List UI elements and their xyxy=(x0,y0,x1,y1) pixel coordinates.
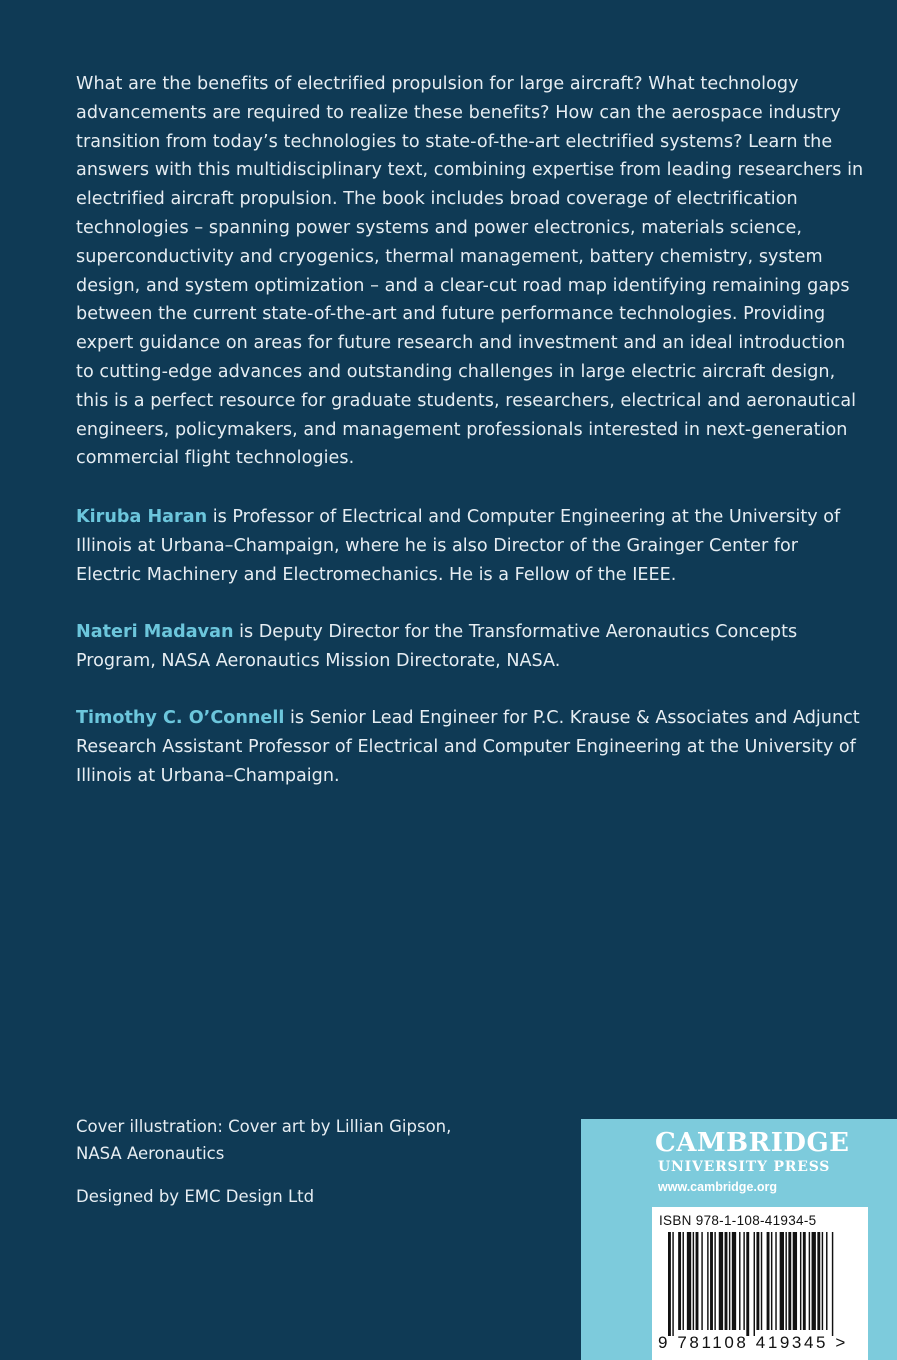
barcode-bar xyxy=(693,1232,694,1330)
author-bio-oconnell xyxy=(76,704,866,790)
publisher-box xyxy=(581,1119,897,1360)
barcode-bar xyxy=(732,1232,736,1330)
barcode-bar xyxy=(707,1232,708,1330)
barcode-bar xyxy=(832,1232,833,1336)
barcode-digits: 9 781108 419345 > xyxy=(658,1333,848,1352)
barcode-bar xyxy=(771,1232,772,1330)
design-credit: Designed by EMC Design Ltd xyxy=(76,1187,315,1206)
barcode-bar xyxy=(725,1232,728,1330)
barcode-bar xyxy=(826,1232,827,1330)
barcode-bar xyxy=(714,1232,715,1330)
barcode-bar xyxy=(812,1232,816,1330)
barcode-bar xyxy=(800,1232,801,1330)
author-bio-text: is Deputy Director for the Transformative Aeronautics Concepts Program, NASA Aeronautics Mission Directorate, NASA. xyxy=(76,622,798,671)
barcode-bar xyxy=(668,1232,671,1336)
barcode-bar xyxy=(678,1232,681,1330)
author-bio-madavan xyxy=(76,618,866,676)
barcode-bar xyxy=(817,1232,820,1330)
barcode-bar xyxy=(701,1232,702,1330)
publisher-name: CAMBRIDGE xyxy=(655,1128,850,1158)
author-name: Nateri Madavan xyxy=(76,622,234,642)
barcode-bar xyxy=(743,1232,744,1330)
publisher-subtitle: UNIVERSITY PRESS xyxy=(658,1159,831,1175)
barcode-bar xyxy=(780,1232,784,1330)
author-bio-text: is Senior Lead Engineer for P.C. Krause & Associates and Adjunct Research Assistant Professor of Electrical and Computer Engineering at the University of Illinois at Urbana–Champaign. xyxy=(76,708,860,786)
author-bio-text: is Professor of Electrical and Computer Engineering at the University of Illinois at Urbana–Champaign, where he is also Director of the Grainger Center for Electric Machinery and Electromechanics. He is a Fellow of the IEEE. xyxy=(76,507,841,585)
barcode-bar xyxy=(672,1232,673,1336)
barcode-bar xyxy=(775,1232,776,1330)
barcode-bar xyxy=(739,1232,740,1330)
barcode-bar xyxy=(719,1232,723,1330)
barcode-bar xyxy=(809,1232,810,1330)
barcode-bar xyxy=(696,1232,699,1330)
barcode-bar xyxy=(746,1232,749,1336)
barcode-bar xyxy=(710,1232,713,1330)
barcode-bar xyxy=(788,1232,791,1330)
barcode-bar xyxy=(767,1232,770,1330)
cover-credit: Cover illustration: Cover art by Lillian Gipson, NASA Aeronautics xyxy=(76,1117,452,1163)
barcode-bar xyxy=(729,1232,730,1330)
barcode-bar xyxy=(822,1232,823,1330)
barcode-bar xyxy=(793,1232,797,1330)
author-name: Timothy C. O’Connell xyxy=(76,708,285,728)
author-name: Kiruba Haran xyxy=(76,507,208,527)
barcode-bar xyxy=(683,1232,684,1330)
barcode-bar xyxy=(803,1232,806,1330)
barcode-bar xyxy=(785,1232,786,1330)
publisher-url[interactable]: www.cambridge.org xyxy=(658,1180,778,1194)
barcode-bar xyxy=(756,1232,759,1330)
book-blurb: What are the benefits of electrified propulsion for large aircraft? What technology advancements are required to realize these benefits? How can the aerospace industry transition from today’s technologies to state-of-the-art electrified systems? Learn the answers with this multidisciplinary text, combining expertise from leading researchers in electrified aircraft propulsion. The book includes broad coverage of electrification technologies – spanning power systems and power electronics, materials science, superconductivity and cryogenics, thermal management, battery chemistry, system design, and system optimization – and a clear-cut road map identifying remaining gaps between the current state-of-the-art and future performance technologies. Providing expert guidance on areas for future research and investment and an ideal introduction to cutting-edge advances and outstanding challenges in large electric aircraft design, this is a perfect resource for graduate students, researchers, electrical and aeronautical engineers, policymakers, and management professionals interested in next-generation commercial flight technologies. xyxy=(76,74,864,469)
barcode-bar xyxy=(761,1232,762,1330)
author-bio-haran xyxy=(76,503,866,589)
isbn-label: ISBN 978-1-108-41934-5 xyxy=(659,1213,817,1228)
barcode-bar xyxy=(754,1232,755,1336)
barcode-bar xyxy=(687,1232,691,1330)
isbn-barcode xyxy=(652,1207,868,1360)
